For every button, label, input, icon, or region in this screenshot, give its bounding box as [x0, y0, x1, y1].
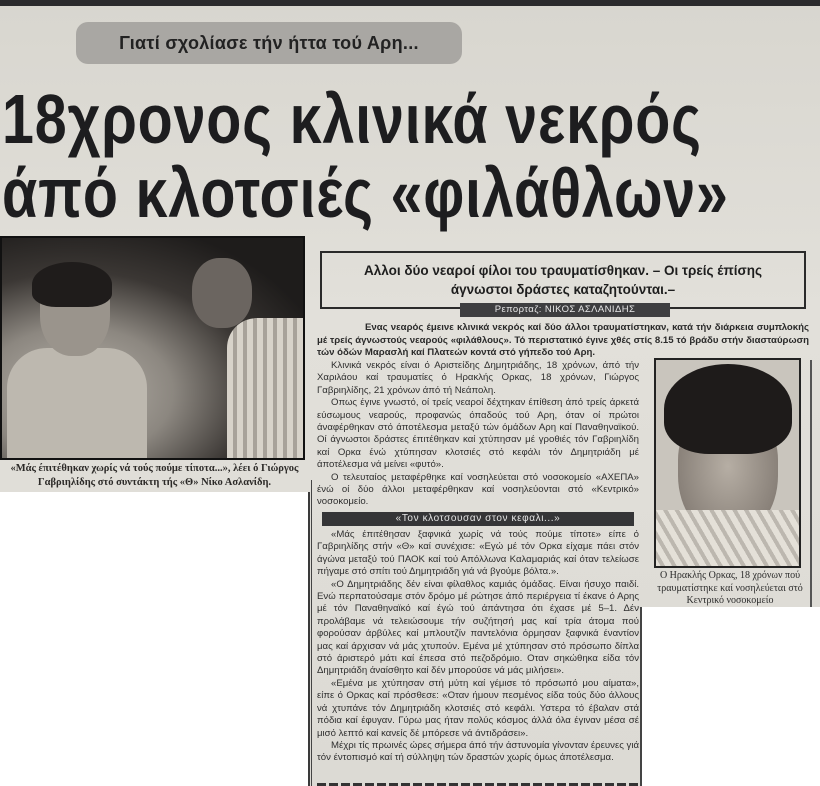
kicker-text: Γιατί σχολίασε τήν ήττα τού Αρη... [119, 32, 419, 53]
photo-figure-right [227, 318, 305, 460]
column-divider [311, 480, 312, 786]
lede-text: Ενας νεαρός έμεινε κλινικά νεκρός καί δύο άλλοι τραυματίστηκαν, κατά τήν διάρκεια συμπλοκής μέ τρείς άγνωστούς νεαρούς «φιλάθλους». Τό περιστατικό έγινε χθές στίς 8.15 τό βράδυ στήν διασταύρωση τών όδών Μαρασλή καί Πλατεών κοντά στό γήπεδο τού Αρη. [317, 322, 809, 358]
right-column-rule [810, 360, 812, 610]
quote-paragraph: «Εμένα με χτύπησαν στή μύτη καί γέμισε τό πρόσωπό μου αίματα», είπε ό Ορκας καί πρόσθεσε: «Οταν ήμουν πεσμένος είδα τούς δύο άλλους νά χτυπάνε τόν Δημητριάδη κλοτσιές στό κεφάλι. Υστερα τό έβαλαν στά πόδια καί έφυγαν. Γύρω μας ήταν πολύς κόσμος άλλά όλα έγιναν μέσα σέ μισό λεπτό καί κανείς δέ μπόρεσε νά άντιδράσει». [317, 677, 639, 739]
quote-paragraph: «Ο Δημητριάδης δέν είναι φίλαθλος καμιάς όμάδας. Είναι ήσυχο παιδί. Ενώ περπατούσαμε στόν δρόμο μέ ρώτησε άπό περιέργεια τί έκανε ό Αρης μέ τόν Παναθηναϊκό καί έγώ τού άπάντησα ότι έχασε μέ 5–1. Δέν προλάβαμε νά τελειώσουμε τήν συζήτησή μας καί τρία άτομα πού φορούσαν άρβύλες καί μπλουτζίν παντελόνια όρμησαν ξαφνικά έναντίον μας καί άρχισαν νά μάς χτυπούν. Εμένα μέ χτύπησαν στό πρόσωπο δίπλα στό άριστερό μάτι καί έπεσα στό πεζοδρόμιο. Οταν σηκώθηκα είδα τόν Δημητριάδη άναίσθητο καί δέν μπορούσε νά μάς μιλήσει». [317, 578, 639, 677]
byline-label: Ρεπορταζ: ΝΙΚΟΣ ΑΣΛΑΝΙΔΗΣ [460, 303, 670, 317]
body-column-bottom [317, 529, 639, 765]
photo-shirt [656, 510, 801, 568]
blank-area-left [0, 492, 310, 786]
headline-line-1: 18χρονος κλινικά νεκρός [2, 80, 702, 158]
section-heading: «Τον κλοτσουσαν στον κεφαλι...» [322, 512, 634, 526]
blank-area-right [640, 607, 820, 786]
photo-caption-left: «Μάς έπιτέθηκαν χωρίς νά τούς πούμε τίποτα...», λέει ό Γιώργος Γαβριηλίδης στό συντάκτη τής «Θ» Νίκο Ασλανίδη. [10, 463, 299, 488]
photo-hair [664, 364, 792, 454]
body-paragraph: Κλινικά νεκρός είναι ό Αριστείδης Δημητριάδης, 18 χρόνων, άπό τήν Χαριλάου καί τραυματίες ό Ηρακλής Ορκας, 18 χρόνων, Γιώργος Γαβριηλίδης, 21 χρόνων άπό τή Νεάπολη. [317, 360, 639, 396]
body-paragraph: Μέχρι τίς πρωινές ώρες σήμερα άπό τήν άστυνομία γίνονταν έρευνες γιά τόν έντοπισμό καί τή σύλληψη τών δραστών χωρίς όμως άποτέλεσμα. [317, 739, 639, 764]
photo-head-right [192, 258, 252, 328]
body-column-top [317, 360, 639, 509]
photo-hair-left [32, 262, 112, 307]
body-paragraph: Οπως έγινε γνωστό, οί τρείς νεαροί δέχτηκαν έπίθεση άπό τρείς άρκετά εύσωμους νεαρούς, προφανώς όπαδούς τού Αρη, όταν οί πρώτοι άναφέρθηκαν στό άποτέλεσμα μεταξύ τών όμάδων Αρη καί Παναθηναϊκού. Οί άγνωστοι δράστες έπιτέθηκαν καί χτύπησαν μέ γροθιές τόν Γαβριηλίδη καί Ορκα ένώ χτύπησαν κλοτσιές στό κεφάλι τόν Δημητριάδη μέ άποτέλεσμα νά μείνει «φυτό». [317, 397, 639, 471]
photo-orkas-portrait [654, 358, 801, 568]
photo-gavriilidis-interview [0, 236, 305, 460]
subheadline-text: Αλλοι δύο νεαροί φίλοι του τραυματίσθηκαν. – Οι τρείς έπίσης άγνωστοι δράστες καταζητούνται.– [364, 263, 762, 297]
headline-line-2: άπό κλοτσιές «φιλάθλων» [2, 154, 729, 232]
photo-figure-left [7, 348, 147, 460]
lede-paragraph [317, 322, 809, 360]
kicker-banner [76, 22, 462, 64]
quote-paragraph: «Μάς έπιτέθησαν ξαφνικά χωρίς νά τούς πούμε τίποτε» είπε ό Γαβριηλίδης στήν «Θ» καί συνέχισε: «Εγώ μέ τόν Ορκα είχαμε πάει στόν άγώνα μεταξύ τού ΠΑΟΚ καί τού Απόλλωνα Καλαμαριάς καί όταν τελείωσε πήγαμε στό σπίτι τού Δημητριάδη γιά νά βγούμε βόλτα.». [317, 529, 639, 578]
photo-caption-right: Ο Ηρακλής Ορκας, 18 χρόνων πού τραυματίστηκε καί νοσηλεύεται στό Κεντρικό νοσοκομείο [657, 570, 803, 606]
body-paragraph: Ο τελευταίος μεταφέρθηκε καί νοσηλεύεται στό νοσοκομείο «ΑΧΕΠΑ» ένώ οί δύο άλλοι μεταφέρθηκαν καί νοσηλεύονται στό «Κεντρικό» νοσοκομείο. [317, 471, 639, 508]
subheadline-box [320, 251, 806, 309]
top-rule [0, 0, 820, 6]
